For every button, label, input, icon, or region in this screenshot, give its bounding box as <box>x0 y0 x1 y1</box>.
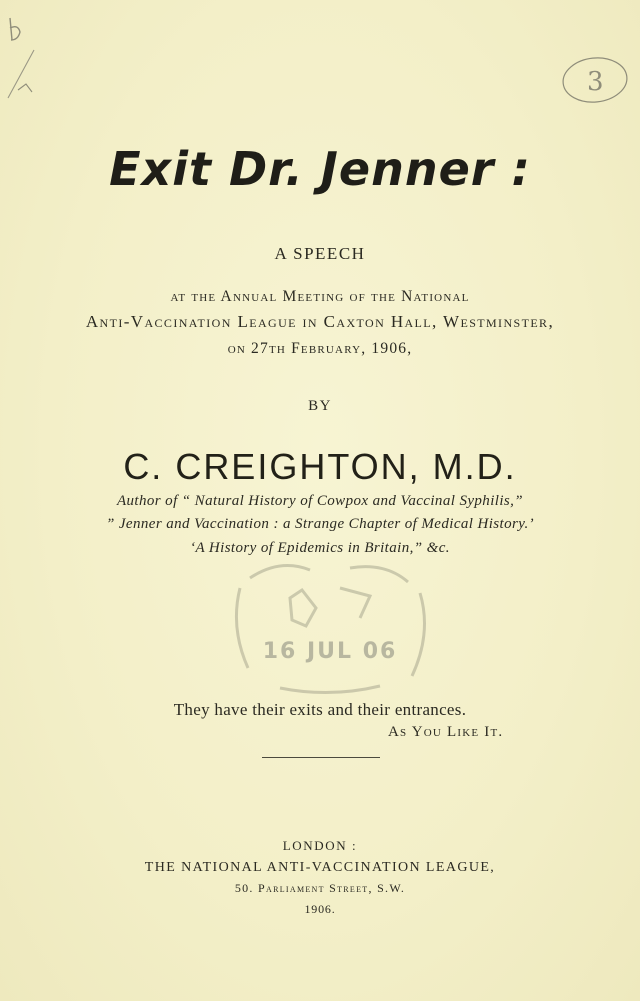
author-works-line-2: ” Jenner and Vaccination : a Strange Chapter of Medical History.’ <box>105 516 535 532</box>
imprint-publisher: THE NATIONAL ANTI-VACCINATION LEAGUE, <box>144 860 496 875</box>
occasion-line-3: on 27th February, 1906, <box>227 340 413 357</box>
circled-number-icon <box>550 40 640 120</box>
occasion-line-2: Anti-Vaccination League in Caxton Hall, Westminster, <box>85 312 555 331</box>
margin-note: 3 <box>587 67 604 97</box>
divider <box>262 757 380 758</box>
pencil-mark-icon <box>0 10 60 100</box>
stamp-date: 16 JUL 06 <box>262 639 398 664</box>
epigraph-text: They have their exits and their entrances. <box>173 700 467 719</box>
epigraph-source: As You Like It. <box>388 724 504 740</box>
by-label: BY <box>308 398 332 414</box>
author-works-line-1: Author of “ Natural History of Cowpox and Vaccinal Syphilis,” <box>116 493 524 509</box>
imprint-city: LONDON : <box>282 838 358 853</box>
imprint-address: 50. Parliament Street, S.W. <box>234 881 406 895</box>
subtitle: A SPEECH <box>274 244 366 263</box>
author-name: C. CREIGHTON, M.D. <box>123 446 517 487</box>
author-works-line-3: ‘A History of Epidemics in Britain,” &c. <box>190 540 450 556</box>
library-stamp-icon <box>220 548 440 708</box>
imprint-year: 1906. <box>304 902 336 916</box>
page-title: Exit Dr. Jenner : <box>109 142 531 196</box>
occasion-line-1: at the Annual Meeting of the National <box>170 288 470 305</box>
